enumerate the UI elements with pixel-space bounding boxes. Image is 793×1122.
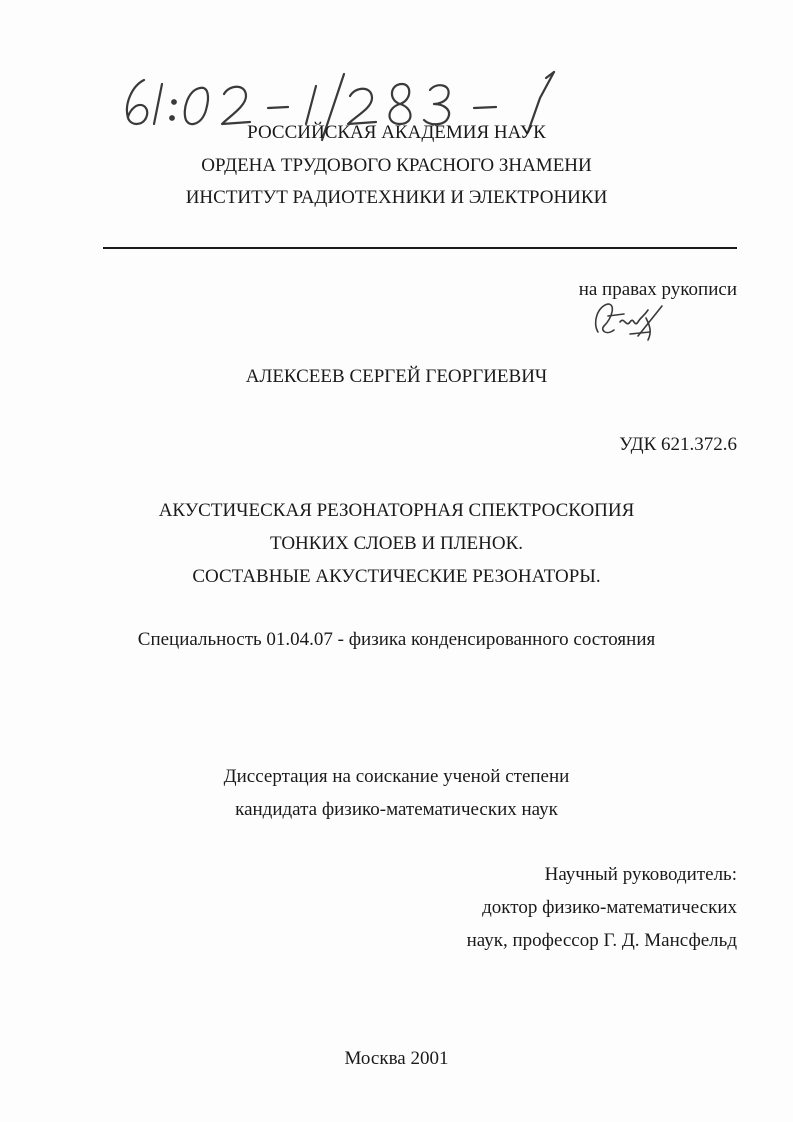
specialty: Специальность 01.04.07 - физика конденсированного состояния <box>137 629 656 650</box>
header-order: ОРДЕНА ТРУДОВОГО КРАСНОГО ЗНАМЕНИ <box>201 155 592 176</box>
place-year: Москва 2001 <box>344 1048 449 1069</box>
supervisor-name: наук, профессор Г. Д. Мансфельд <box>466 930 737 951</box>
degree-line-1: Диссертация на соискание ученой степени <box>223 766 570 787</box>
supervisor-degree: доктор физико-математических <box>482 897 737 918</box>
manuscript-note: на правах рукописи <box>578 279 737 300</box>
header-academy: РОССИЙСКАЯ АКАДЕМИЯ НАУК <box>247 122 546 143</box>
header-institute: ИНСТИТУТ РАДИОТЕХНИКИ И ЭЛЕКТРОНИКИ <box>185 187 608 208</box>
title-line-2: ТОНКИХ СЛОЕВ И ПЛЕНОК. <box>269 533 524 554</box>
header-divider <box>103 247 737 249</box>
title-line-1: АКУСТИЧЕСКАЯ РЕЗОНАТОРНАЯ СПЕКТРОСКОПИЯ <box>158 500 635 521</box>
author-name: АЛЕКСЕЕВ СЕРГЕЙ ГЕОРГИЕВИЧ <box>245 366 548 387</box>
author-signature <box>590 296 670 344</box>
supervisor-label: Научный руководитель: <box>544 864 737 885</box>
degree-line-2: кандидата физико-математических наук <box>235 799 558 820</box>
udc-code: УДК 621.372.6 <box>619 434 737 455</box>
title-line-3: СОСТАВНЫЕ АКУСТИЧЕСКИЕ РЕЗОНАТОРЫ. <box>192 566 601 587</box>
